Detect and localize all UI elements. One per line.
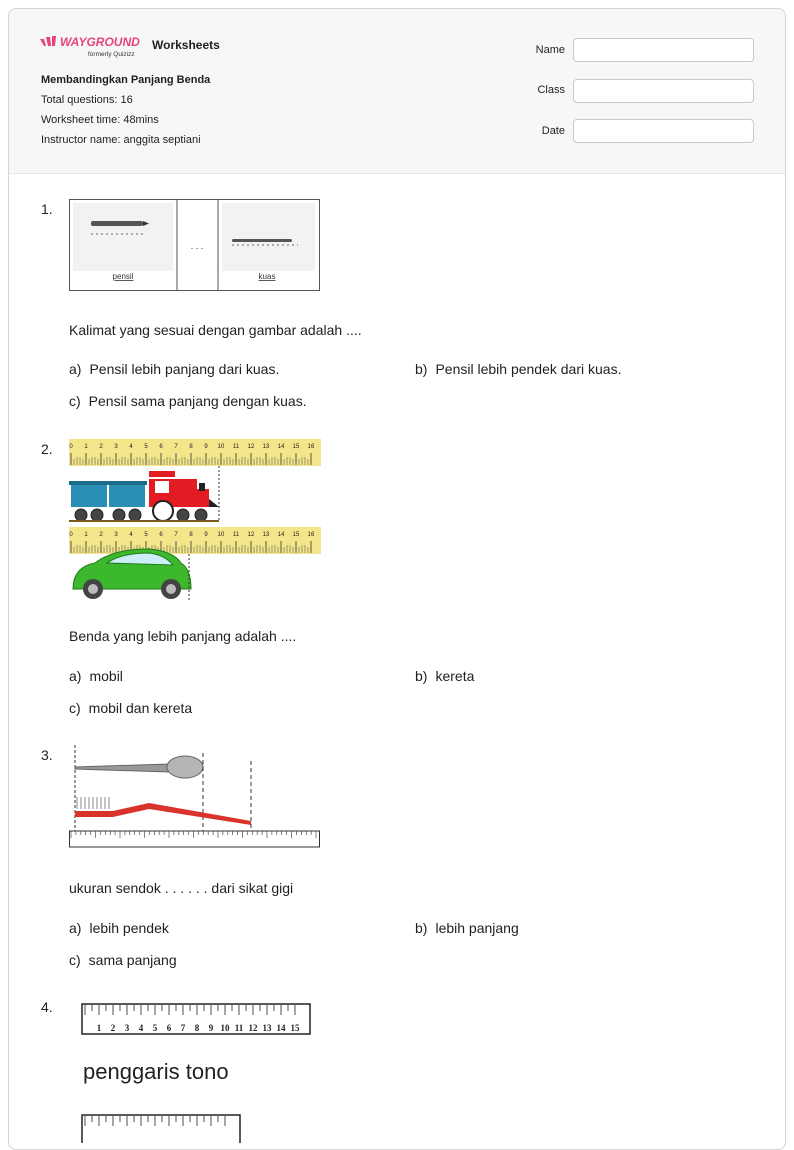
ruler-tick-label: 5 bbox=[144, 532, 148, 538]
question-number: 2. bbox=[41, 441, 53, 457]
option-text: Pensil sama panjang dengan kuas. bbox=[88, 393, 307, 409]
ruler-tick-label: 9 bbox=[204, 444, 208, 450]
option-letter: b) bbox=[415, 668, 428, 684]
option-b[interactable] bbox=[415, 668, 474, 684]
ruler-tick-label: 3 bbox=[114, 532, 118, 538]
pencil-label: pensil bbox=[112, 272, 134, 281]
logo-subtext: formerly Quizizz bbox=[88, 51, 135, 58]
tono-ruler-image bbox=[81, 1003, 313, 1143]
option-letter: a) bbox=[69, 361, 82, 377]
ruler-tick-label: 2 bbox=[110, 1023, 116, 1033]
ruler-tick-label: 14 bbox=[276, 1023, 286, 1033]
ruler-tick-label: 11 bbox=[232, 444, 240, 450]
ruler-tick-label: 10 bbox=[217, 444, 225, 450]
ruler-tick-label: 15 bbox=[292, 444, 300, 450]
total-questions: Total questions: 16 bbox=[41, 94, 133, 106]
ruler-tick-label: 15 bbox=[292, 532, 300, 538]
class-label: Class bbox=[537, 84, 565, 96]
ruler-tick-label: 14 bbox=[277, 532, 285, 538]
ruler-tick-label: 8 bbox=[189, 444, 193, 450]
question-number: 3. bbox=[41, 747, 53, 763]
option-letter: c) bbox=[69, 700, 81, 716]
ruler-tick-label: 4 bbox=[129, 532, 133, 538]
ruler-tick-label: 14 bbox=[277, 444, 285, 450]
ruler-tick-label: 13 bbox=[262, 1023, 272, 1033]
option-letter: c) bbox=[69, 952, 81, 968]
brush-label: kuas bbox=[258, 272, 276, 281]
ruler-tick-label: 5 bbox=[152, 1023, 158, 1033]
date-label: Date bbox=[541, 125, 565, 137]
ruler-tick-label: 16 bbox=[307, 532, 315, 538]
logo-text: WAYGROUND bbox=[60, 35, 140, 49]
ruler-tick-label: 13 bbox=[262, 532, 270, 538]
option-letter: c) bbox=[69, 393, 81, 409]
ruler-tick-label: 8 bbox=[194, 1023, 200, 1033]
ruler-tick-label: 11 bbox=[232, 532, 240, 538]
option-text: sama panjang bbox=[88, 952, 177, 968]
worksheet-title: Membandingkan Panjang Benda bbox=[41, 74, 211, 86]
ruler-tick-label: 3 bbox=[114, 444, 118, 450]
ruler-tick-label: 1 bbox=[96, 1023, 102, 1033]
option-letter: a) bbox=[69, 668, 82, 684]
option-letter: b) bbox=[415, 920, 428, 936]
ruler-tick-label: 12 bbox=[247, 444, 255, 450]
ruler-tick-label: 9 bbox=[204, 532, 208, 538]
ruler-tick-label: 0 bbox=[69, 444, 73, 450]
ruler-tick-label: 12 bbox=[247, 532, 255, 538]
ruler-tick-label: 10 bbox=[220, 1023, 230, 1033]
question-number: 4. bbox=[41, 999, 53, 1015]
ruler-tick-label: 6 bbox=[159, 532, 163, 538]
worksheet-page bbox=[8, 8, 786, 1150]
ruler-tick-label: 2 bbox=[99, 532, 103, 538]
name-label: Name bbox=[535, 44, 565, 56]
ruler-tick-label: 3 bbox=[124, 1023, 130, 1033]
worksheet-header bbox=[9, 9, 785, 174]
option-c[interactable] bbox=[69, 393, 307, 409]
spoon-toothbrush-image bbox=[69, 745, 321, 849]
option-text: kereta bbox=[435, 668, 475, 684]
ruler-tick-label: 7 bbox=[174, 444, 178, 450]
option-a[interactable] bbox=[69, 668, 123, 684]
ruler-tick-label: 5 bbox=[144, 444, 148, 450]
ellipsis-label: . . . bbox=[190, 241, 204, 251]
date-field[interactable] bbox=[573, 119, 754, 143]
name-field[interactable] bbox=[573, 38, 754, 62]
question-text: Kalimat yang sesuai dengan gambar adalah .... bbox=[69, 322, 362, 338]
ruler-tick-label: 12 bbox=[248, 1023, 258, 1033]
ruler-tick-label: 13 bbox=[262, 444, 270, 450]
question-text: ukuran sendok . . . . . . dari sikat gigi bbox=[69, 880, 294, 896]
ruler-tick-label: 6 bbox=[166, 1023, 172, 1033]
brand-row bbox=[40, 34, 220, 60]
train-car-image bbox=[69, 439, 321, 601]
ruler-caption: penggaris tono bbox=[83, 1059, 229, 1084]
option-text: mobil dan kereta bbox=[88, 700, 193, 716]
option-text: Pensil lebih pendek dari kuas. bbox=[435, 361, 622, 377]
ruler-tick-label: 8 bbox=[189, 532, 193, 538]
brand-label: Worksheets bbox=[152, 38, 220, 52]
ruler-tick-label: 16 bbox=[307, 444, 315, 450]
wayground-logo bbox=[40, 34, 144, 60]
ruler-tick-label: 1 bbox=[84, 444, 88, 450]
option-c[interactable] bbox=[69, 952, 177, 968]
option-text: mobil bbox=[89, 668, 123, 684]
question-text: Benda yang lebih panjang adalah .... bbox=[69, 628, 297, 644]
question-number: 1. bbox=[41, 201, 53, 217]
option-b[interactable] bbox=[415, 920, 519, 936]
instructor-name: Instructor name: anggita septiani bbox=[41, 134, 201, 146]
option-a[interactable] bbox=[69, 920, 169, 936]
pencil-brush-image bbox=[69, 199, 320, 291]
option-text: lebih pendek bbox=[89, 920, 169, 936]
option-b[interactable] bbox=[415, 361, 621, 377]
ruler-tick-label: 7 bbox=[180, 1023, 186, 1033]
ruler-tick-label: 9 bbox=[208, 1023, 214, 1033]
option-a[interactable] bbox=[69, 361, 279, 377]
ruler-tick-label: 2 bbox=[99, 444, 103, 450]
option-letter: a) bbox=[69, 920, 82, 936]
ruler-tick-label: 7 bbox=[174, 532, 178, 538]
class-field[interactable] bbox=[573, 79, 754, 103]
ruler-tick-label: 0 bbox=[69, 532, 73, 538]
option-text: Pensil lebih panjang dari kuas. bbox=[89, 361, 280, 377]
ruler-tick-label: 6 bbox=[159, 444, 163, 450]
ruler-tick-label: 4 bbox=[138, 1023, 144, 1033]
ruler-tick-label: 11 bbox=[234, 1023, 244, 1033]
ruler-tick-label: 1 bbox=[84, 532, 88, 538]
ruler-tick-label: 4 bbox=[129, 444, 133, 450]
option-c[interactable] bbox=[69, 700, 192, 716]
ruler-tick-label: 15 bbox=[290, 1023, 300, 1033]
ruler-tick-label: 10 bbox=[217, 532, 225, 538]
option-letter: b) bbox=[415, 361, 428, 377]
option-text: lebih panjang bbox=[435, 920, 519, 936]
worksheet-time: Worksheet time: 48mins bbox=[41, 114, 159, 126]
